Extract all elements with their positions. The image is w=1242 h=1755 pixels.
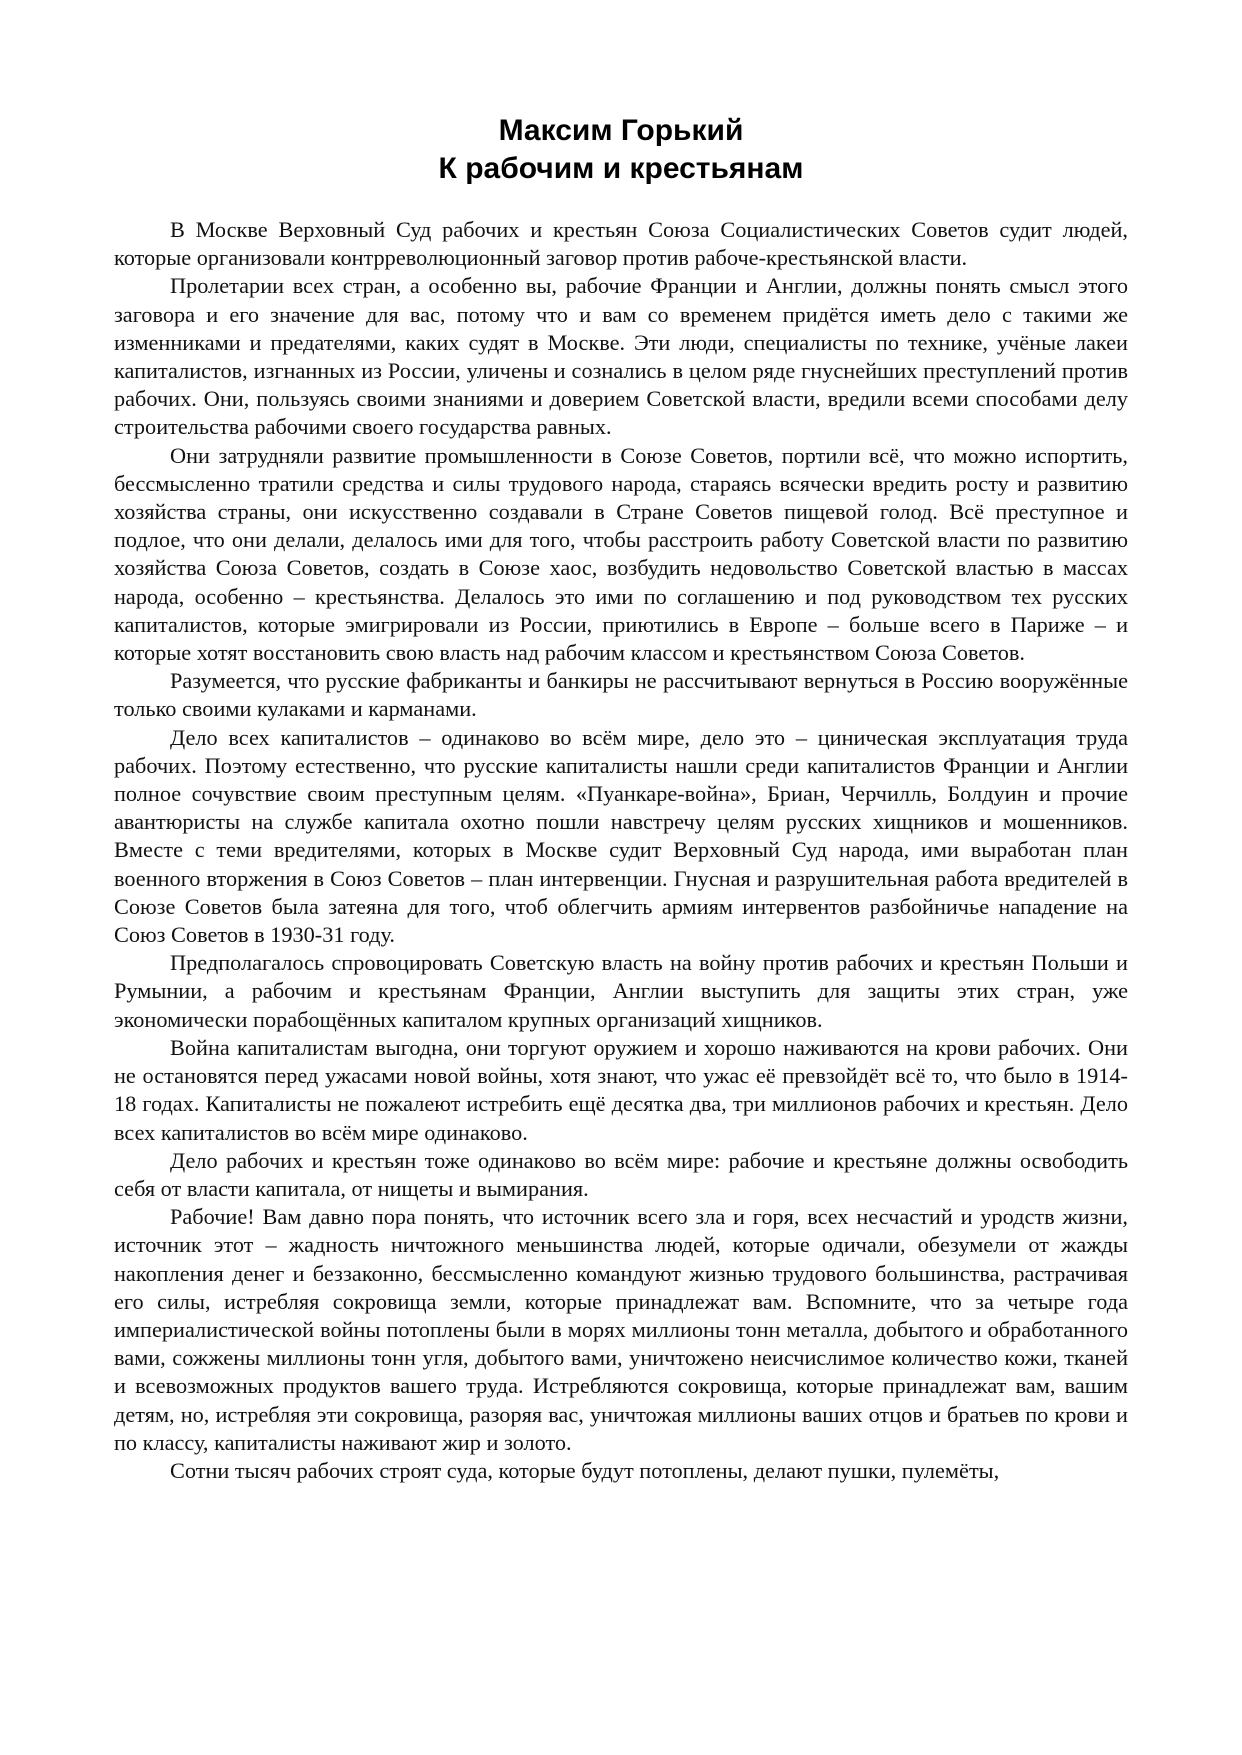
document-title-block <box>0 112 1242 188</box>
document-body <box>114 216 1128 1485</box>
paragraph-4: Разумеется, что русские фабриканты и банкиры не рассчитывают вернуться в Россию вооружённые только своими кулаками и карманами. <box>114 668 1128 722</box>
paragraph-8: Дело рабочих и крестьян тоже одинаково во всём мире: рабочие и крестьяне должны освободить себя от власти капитала, от нищеты и вымирания. <box>114 1147 1128 1201</box>
paragraph-3: Они затрудняли развитие промышленности в Союзе Советов, портили всё, что можно испортить, бессмысленно тратили средства и силы трудового народа, стараясь всячески вредить росту и развитию хозяйства страны, они искусственно создавали в Стране Советов пищевой голод. Всё преступное и подлое, что они делали, делалось ими для того, чтобы расстроить работу Советской власти по развитию хозяйства Союза Советов, создать в Союзе хаос, возбудить недовольство Советской властью в массах народа, особенно – крестьянства. Делалось это ими по соглашению и под руководством тех русских капиталистов, которые эмигрировали из России, приютились в Европе – больше всего в Париже – и которые хотят восстановить свою власть над рабочим классом и крестьянством Союза Советов. <box>114 442 1128 666</box>
paragraph-6: Предполагалось спровоцировать Советскую власть на войну против рабочих и крестьян Польши и Румынии, а рабочим и крестьянам Франции, Англии выступить для защиты этих стран, уже экономически порабощённых капиталом крупных организаций хищников. <box>114 950 1128 1032</box>
paragraph-1: В Москве Верховный Суд рабочих и крестьян Союза Социалистических Советов судит людей, которые организовали контрреволюционный заговор против рабоче-крестьянской власти. <box>114 217 1128 271</box>
paragraph-7: Война капиталистам выгодна, они торгуют оружием и хорошо наживаются на крови рабочих. Они не остановятся перед ужасами новой войны, хотя знают, что ужас её превзойдёт всё то, что было в 1914-18 годах. Капиталисты не пожалеют истребить ещё десятка два, три миллионов рабочих и крестьян. Дело всех капиталистов во всём мире одинаково. <box>114 1034 1128 1145</box>
paragraph-2: Пролетарии всех стран, а особенно вы, рабочие Франции и Англии, должны понять смысл этого заговора и его значение для вас, потому что и вам со временем придётся иметь дело с такими же изменниками и предателями, каких судят в Москве. Эти люди, специалисты по технике, учёные лакеи капиталистов, изгнанных из России, уличены и сознались в целом ряде гнуснейших преступлений против рабочих. Они, пользуясь своими знаниями и доверием Советской власти, вредили всеми способами делу строительства рабочими своего государства равных. <box>114 273 1128 440</box>
author-name: Максим Горький <box>498 114 744 147</box>
document-title: К рабочим и крестьянам <box>438 152 804 185</box>
paragraph-9: Рабочие! Вам давно пора понять, что источник всего зла и горя, всех несчастий и уродств жизни, источник этот – жадность ничтожного меньшинства людей, которые одичали, обезумели от жажды накопления денег и беззаконно, бессмысленно командуют жизнью трудового большинства, растрачивая его силы, истребляя сокровища земли, которые принадлежат вам. Вспомните, что за четыре года империалистической войны потоплены были в морях миллионы тонн металла, добытого и обработанного вами, сожжены миллионы тонн угля, добытого вами, уничтожено неисчислимое количество кожи, тканей и всевозможных продуктов вашего труда. Истребляются сокровища, которые принадлежат вам, вашим детям, но, истребляя эти сокровища, разоряя вас, уничтожая миллионы ваших отцов и братьев по крови и по классу, капиталисты наживают жир и золото. <box>114 1204 1128 1455</box>
paragraph-10: Сотни тысяч рабочих строят суда, которые будут потоплены, делают пушки, пулемёты, <box>170 1457 1000 1483</box>
paragraph-5: Дело всех капиталистов – одинаково во всём мире, дело это – циническая эксплуатация труда рабочих. Поэтому естественно, что русские капиталисты нашли среди капиталистов Франции и Англии полное сочувствие своим преступным целям. «Пуанкаре-война», Бриан, Черчилль, Болдуин и прочие авантюристы на службе капитала охотно пошли навстречу целям русских хищников и мошенников. Вместе с теми вредителями, которых в Москве судит Верховный Суд народа, ими выработан план военного вторжения в Союз Советов – план интервенции. Гнусная и разрушительная работа вредителей в Союзе Советов была затеяна для того, чтоб облегчить армиям интервентов разбойничье нападение на Союз Советов в 1930-31 году. <box>114 724 1128 948</box>
